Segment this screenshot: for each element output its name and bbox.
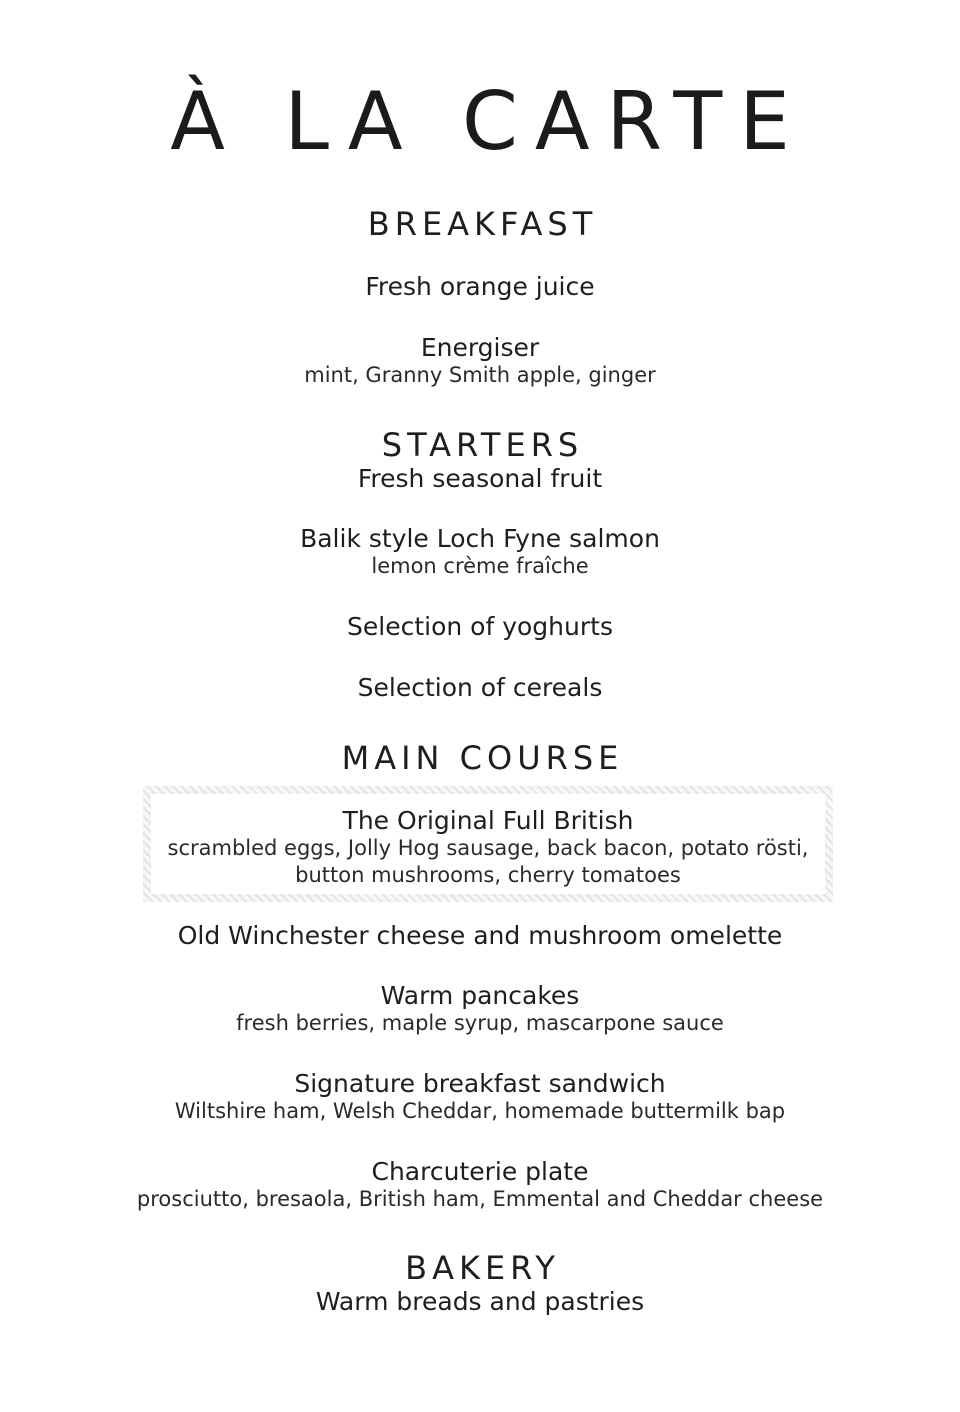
- section-heading-main-course: MAIN COURSE: [341, 739, 624, 777]
- item-name: Fresh seasonal fruit: [357, 464, 603, 493]
- item-name: Old Winchester cheese and mushroom omelette: [177, 921, 783, 950]
- item-name: Selection of yoghurts: [347, 612, 613, 641]
- item-name: Signature breakfast sandwich: [294, 1069, 666, 1098]
- item-description: lemon crème fraîche: [371, 554, 589, 578]
- item-name: Selection of cereals: [357, 673, 603, 702]
- menu-title: À LA CARTE: [170, 75, 807, 168]
- menu-item: [0, 613, 960, 641]
- item-name: Charcuterie plate: [371, 1157, 589, 1186]
- menu-item: [0, 1070, 960, 1125]
- menu-item: [0, 334, 960, 389]
- menu-item-featured: [151, 794, 825, 894]
- item-name: Warm pancakes: [380, 981, 580, 1010]
- item-name: The Original Full British: [342, 806, 634, 835]
- menu-item: [0, 273, 960, 301]
- featured-item-frame: [143, 786, 833, 902]
- section-heading-starters: STARTERS: [381, 426, 584, 464]
- item-name: Fresh orange juice: [365, 272, 595, 301]
- menu-item: [0, 1288, 960, 1316]
- item-description: fresh berries, maple syrup, mascarpone sauce: [236, 1011, 724, 1035]
- item-description-line-2: button mushrooms, cherry tomatoes: [295, 863, 681, 887]
- menu-item: [0, 922, 960, 950]
- item-name: Balik style Loch Fyne salmon: [300, 524, 660, 553]
- section-heading-breakfast: BREAKFAST: [367, 205, 598, 243]
- menu-item: [0, 1158, 960, 1213]
- item-name: Warm breads and pastries: [315, 1287, 645, 1316]
- menu-item: [0, 982, 960, 1037]
- menu-item: [0, 465, 960, 493]
- item-description: Wiltshire ham, Welsh Cheddar, homemade buttermilk bap: [174, 1099, 786, 1123]
- menu-item: [0, 525, 960, 580]
- section-heading-bakery: BAKERY: [405, 1249, 560, 1287]
- menu-item: [0, 674, 960, 702]
- item-description: scrambled eggs, Jolly Hog sausage, back bacon, potato rösti,: [167, 836, 809, 860]
- item-name: Energiser: [420, 333, 540, 362]
- item-description: prosciutto, bresaola, British ham, Emmental and Cheddar cheese: [136, 1187, 824, 1211]
- item-description: mint, Granny Smith apple, ginger: [304, 363, 656, 387]
